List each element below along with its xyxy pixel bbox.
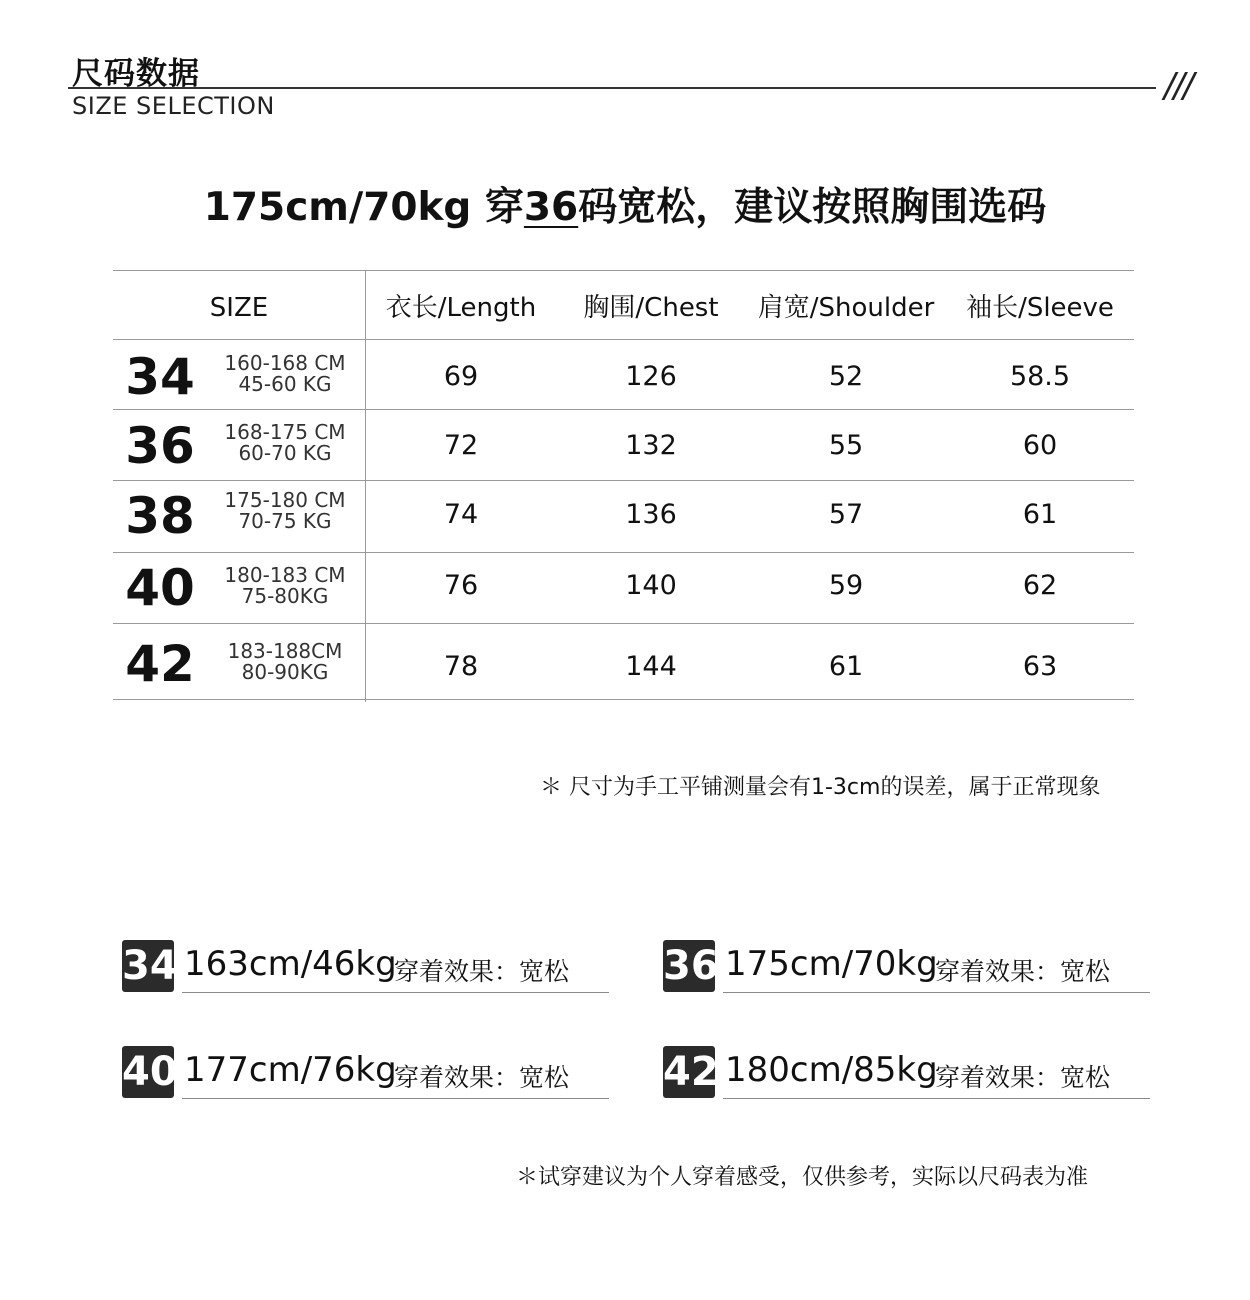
cell-sleeve: 60	[1022, 430, 1058, 461]
tryon-size-badge: 42	[663, 1046, 715, 1098]
cell-chest: 132	[625, 430, 677, 461]
cell-sleeve: 61	[1022, 499, 1058, 530]
page-title: 尺码数据	[72, 56, 200, 92]
page-subtitle: SIZE SELECTION	[72, 92, 275, 120]
tryon-disclaimer: ＊试穿建议为个人穿着感受，仅供参考，实际以尺码表为准	[516, 1165, 1089, 1190]
fit-headline	[0, 176, 1250, 232]
tryon-effect: 穿着效果：宽松	[935, 957, 1111, 986]
headline-size: 36	[523, 185, 579, 230]
size-height: 168-175 CM	[224, 420, 346, 444]
cell-length: 76	[443, 570, 479, 601]
cell-sleeve: 63	[1022, 651, 1058, 682]
header-divider	[68, 87, 1156, 89]
slash-decoration: ///	[1164, 66, 1193, 106]
table-rule	[113, 552, 1134, 553]
headline-suffix: 码宽松，建议按照胸围选码	[578, 185, 1047, 230]
size-number: 34	[125, 348, 195, 406]
tryon-item	[663, 1046, 1153, 1106]
tryon-measure: 180cm/85kg	[725, 1050, 938, 1090]
cell-chest: 136	[625, 499, 677, 530]
tryon-measure: 175cm/70kg	[725, 944, 938, 984]
table-rule	[113, 699, 1134, 700]
size-number: 42	[125, 635, 195, 693]
tryon-measure: 163cm/46kg	[184, 944, 397, 984]
tryon-size-badge: 36	[663, 940, 715, 992]
table-rule	[113, 480, 1134, 481]
tryon-item	[122, 940, 612, 1000]
tryon-item	[122, 1046, 612, 1106]
size-weight: 80-90KG	[241, 660, 329, 684]
cell-shoulder: 59	[828, 570, 864, 601]
tryon-effect: 穿着效果：宽松	[935, 1063, 1111, 1092]
cell-chest: 126	[625, 361, 677, 392]
size-number: 38	[125, 487, 195, 545]
size-weight: 60-70 KG	[238, 441, 332, 465]
tryon-effect: 穿着效果：宽松	[394, 957, 570, 986]
tryon-size-badge: 34	[122, 940, 174, 992]
col-header-shoulder: 肩宽/Shoulder	[757, 293, 935, 323]
cell-shoulder: 52	[828, 361, 864, 392]
cell-shoulder: 61	[828, 651, 864, 682]
tryon-effect: 穿着效果：宽松	[394, 1063, 570, 1092]
cell-sleeve: 62	[1022, 570, 1058, 601]
table-column-divider	[365, 270, 366, 702]
tryon-item	[663, 940, 1153, 1000]
size-number: 40	[125, 559, 195, 617]
cell-sleeve: 58.5	[1009, 361, 1071, 392]
size-weight: 70-75 KG	[238, 509, 332, 533]
col-header-sleeve: 袖长/Sleeve	[966, 293, 1114, 323]
table-rule	[113, 339, 1134, 340]
tryon-underline	[723, 1098, 1150, 1099]
size-weight: 75-80KG	[241, 584, 329, 608]
cell-length: 69	[443, 361, 479, 392]
table-rule	[113, 270, 1134, 271]
table-rule	[113, 623, 1134, 624]
size-number: 36	[125, 417, 195, 475]
tryon-size-badge: 40	[122, 1046, 174, 1098]
col-header-length: 衣长/Length	[385, 293, 537, 323]
cell-length: 78	[443, 651, 479, 682]
col-header-chest: 胸围/Chest	[583, 293, 719, 323]
cell-chest: 144	[625, 651, 677, 682]
tryon-underline	[723, 992, 1150, 993]
size-height: 180-183 CM	[224, 563, 346, 587]
col-header-size: SIZE	[209, 293, 269, 323]
cell-chest: 140	[625, 570, 677, 601]
tryon-underline	[182, 992, 609, 993]
table-rule	[113, 409, 1134, 410]
size-height: 175-180 CM	[224, 488, 346, 512]
tryon-measure: 177cm/76kg	[184, 1050, 397, 1090]
size-height: 160-168 CM	[224, 351, 346, 375]
measurement-note: ＊ 尺寸为手工平铺测量会有1-3cm的误差，属于正常现象	[540, 775, 1101, 800]
headline-prefix: 175cm/70kg 穿	[203, 185, 524, 230]
cell-length: 74	[443, 499, 479, 530]
size-height: 183-188CM	[227, 639, 343, 663]
size-weight: 45-60 KG	[238, 372, 332, 396]
tryon-underline	[182, 1098, 609, 1099]
cell-shoulder: 55	[828, 430, 864, 461]
cell-shoulder: 57	[828, 499, 864, 530]
cell-length: 72	[443, 430, 479, 461]
